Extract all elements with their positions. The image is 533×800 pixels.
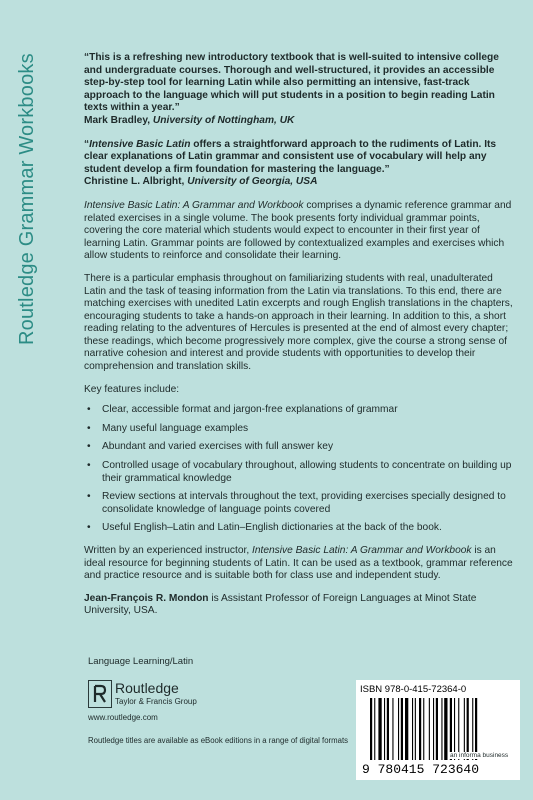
bullet-icon: • (87, 491, 91, 503)
bullet-icon: • (87, 522, 91, 534)
barcode-bar (429, 698, 430, 760)
list-item: • Clear, accessible format and jargon-free explanations of grammar (87, 404, 398, 416)
quote-2-affiliation: University of Georgia, USA (187, 176, 318, 188)
barcode-bar (370, 698, 372, 760)
barcode-bar (378, 698, 381, 760)
barcode-bar (454, 698, 455, 760)
barcode-bar (412, 698, 413, 760)
barcode-panel (356, 680, 520, 780)
barcode-bar (392, 698, 393, 760)
barcode-bar (423, 698, 424, 760)
barcode-bar (441, 698, 442, 760)
publisher-name: Routledge (115, 680, 179, 696)
author-name: Jean-François R. Mondon (84, 592, 209, 604)
ebook-note: Routledge titles are available as eBook editions in a range of digital formats (88, 736, 349, 745)
barcode-bar (433, 698, 434, 760)
bullet-icon: • (87, 460, 91, 472)
bullet-icon: • (87, 441, 91, 453)
quote-1-attribution (84, 115, 516, 128)
barcode-bar (475, 698, 477, 760)
isbn-text: ISBN 978-0-415-72364-0 (360, 684, 467, 695)
barcode-bar (450, 698, 452, 760)
barcode-bar (464, 698, 465, 760)
quote-1: “This is a refreshing new introductory textbook that is well-suited to intensive college and undergraduate courses. Thorough and well-structured, it provides an accessible step-by-step tool for learning Latin while also permitting an intensive, fast-track approach to the language which will put students in a position to begin reading Latin texts within a year.” (84, 52, 499, 114)
barcode-icon (360, 698, 516, 776)
features-intro: Key features include: (84, 383, 180, 395)
list-item: • Many useful language examples (87, 422, 249, 434)
publisher-group: Taylor & Francis Group (115, 697, 197, 706)
informa-note: an informa business (450, 752, 509, 759)
barcode-bar (444, 698, 447, 760)
quote-2-attribution (84, 176, 516, 189)
barcode-bar (398, 698, 399, 760)
description-paragraph-1: Intensive Basic Latin: A Grammar and Workbook comprises a dynamic reference grammar and related exercises in a single volume. The book presents forty individual grammar points, covering the core material which students would expect to encounter in their first year of learning Latin. Grammar points are followed by contextualized examples and exercises which allow students to reinforce and consolidate their learning. (84, 199, 512, 262)
quote-2: “Intensive Basic Latin offers a straightforward approach to the rudiments of Latin. Its clear explanations of Latin grammar and consistent use of vocabulary will help any student develop a firm foundation for mastering the language.” (84, 138, 497, 175)
barcode-bar (436, 698, 438, 760)
barcode-bar (384, 698, 385, 760)
barcode-bar (387, 698, 389, 760)
quote-2-book-title: Intensive Basic Latin (89, 138, 191, 150)
quote-1-name: Mark Bradley, (84, 114, 151, 126)
back-cover-content (84, 52, 516, 628)
routledge-logo-icon (88, 680, 112, 708)
description-paragraph-3: Written by an experienced instructor, Intensive Basic Latin: A Grammar and Workbook is an ideal resource for beginning students of Latin. It can be used as a textbook, grammar reference and practice resource and is suitable both for class use and independent study. (84, 545, 513, 582)
barcode-bar (405, 698, 408, 760)
barcode-bar (374, 698, 375, 760)
list-item: • Abundant and varied exercises with full answer key (87, 441, 334, 453)
barcode-bar (401, 698, 403, 760)
barcode-bar (419, 698, 421, 760)
list-item: • Review sections at intervals throughout the text, providing exercises specially designed to consolidate knowledge of language points covered (87, 491, 506, 515)
bullet-icon: • (87, 404, 91, 416)
quote-1-affiliation: University of Nottingham, UK (152, 114, 295, 126)
quote-2-name: Christine L. Albright, (84, 176, 185, 188)
features-list (84, 404, 516, 535)
list-item: • Useful English–Latin and Latin–English dictionaries at the back of the book. (87, 522, 442, 534)
description-paragraph-2: There is a particular emphasis throughout on familiarizing students with real, unadulterated Latin and the task of teasing information from the Latin via translations. To this end, there are matching exercises with unedited Latin excerpts and rough English translations in the chapters, encouraging students to take a hands-on approach in their learning. In addition to this, a short reading relating to the adventures of Hercules is presented at the end of almost every chapter; these readings, which become progressively more complex, give the course a strong sense of narrative cohesion and interest and provide students with opportunities to develop their comprehension and translation skills. (84, 272, 513, 373)
cover-footer (0, 640, 533, 800)
barcode-bar (415, 698, 416, 760)
barcode-bar (472, 698, 473, 760)
author-bio: Jean-François R. Mondon is Assistant Professor of Foreign Languages at Minot State University, USA. (84, 592, 477, 617)
bullet-icon: • (87, 422, 91, 434)
quote-2-text: offers a straightforward approach to the rudiments of Latin. Its clear explanations of Latin grammar and consistent use of vocabulary will help any student develop a firm foundation for mastering the language.” (84, 138, 497, 175)
barcode-bar (467, 698, 469, 760)
publisher-website: www.routledge.com (88, 713, 158, 722)
barcode-digits: 9 780415 723640 (362, 762, 480, 776)
subject-category: Language Learning/Latin (88, 656, 194, 667)
spine-title-text: Routledge Grammar Workbooks (16, 53, 38, 345)
list-item: • Controlled usage of vocabulary throughout, allowing students to concentrate on building up their grammatical knowledge (87, 460, 512, 484)
barcode-bar (458, 698, 459, 760)
